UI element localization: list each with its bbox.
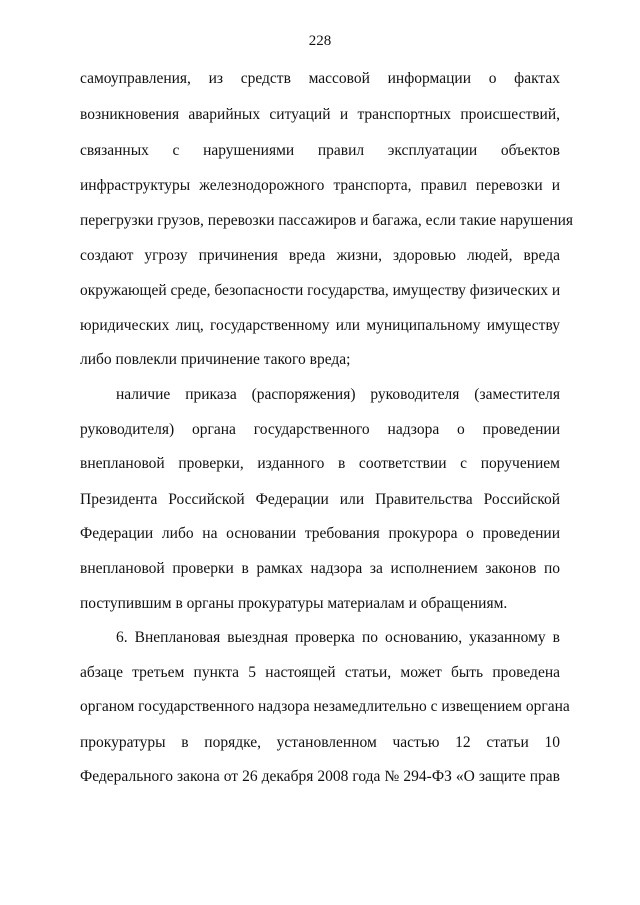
text-line: либо повлекли причинение такого вреда; [80, 351, 351, 368]
text-line: возникновения аварийных ситуаций и транспортных происшествий, [80, 106, 560, 123]
text-line: наличие приказа (распоряжения) руководителя (заместителя [116, 386, 560, 403]
text-line: органом государственного надзора незамедлительно с извещением органа [80, 698, 570, 715]
text-line: абзаце третьем пункта 5 настоящей статьи, может быть проведена [80, 664, 560, 681]
text-line: Президента Российской Федерации или Правительства Российской [80, 491, 560, 508]
text-line: внеплановой проверки в рамках надзора за исполнением законов по [80, 560, 560, 577]
text-line: связанных с нарушениями правил эксплуатации объектов [80, 142, 560, 159]
text-line: 6. Внеплановая выездная проверка по основанию, указанному в [116, 629, 560, 646]
text-line: руководителя) органа государственного надзора о проведении [80, 421, 560, 438]
page-number: 228 [308, 33, 332, 49]
text-line: самоуправления, из средств массовой информации о фактах [80, 70, 560, 87]
text-line: юридических лиц, государственному или муниципальному имуществу [80, 317, 560, 334]
text-line: инфраструктуры железнодорожного транспорта, правил перевозки и [80, 177, 560, 194]
text-line: прокуратуры в порядке, установленном частью 12 статьи 10 [80, 734, 560, 751]
text-line: поступившим в органы прокуратуры материалам и обращениям. [80, 595, 508, 612]
text-line: Федерации либо на основании требования прокурора о проведении [80, 525, 560, 542]
text-line: создают угрозу причинения вреда жизни, здоровью людей, вреда [80, 247, 560, 264]
text-line: Федерального закона от 26 декабря 2008 года № 294-ФЗ «О защите прав [80, 768, 560, 785]
text-line: внеплановой проверки, изданного в соответствии с поручением [80, 455, 560, 472]
text-line: окружающей среде, безопасности государства, имуществу физических и [80, 282, 561, 299]
text-line: перегрузки грузов, перевозки пассажиров и багажа, если такие нарушения [80, 212, 574, 229]
